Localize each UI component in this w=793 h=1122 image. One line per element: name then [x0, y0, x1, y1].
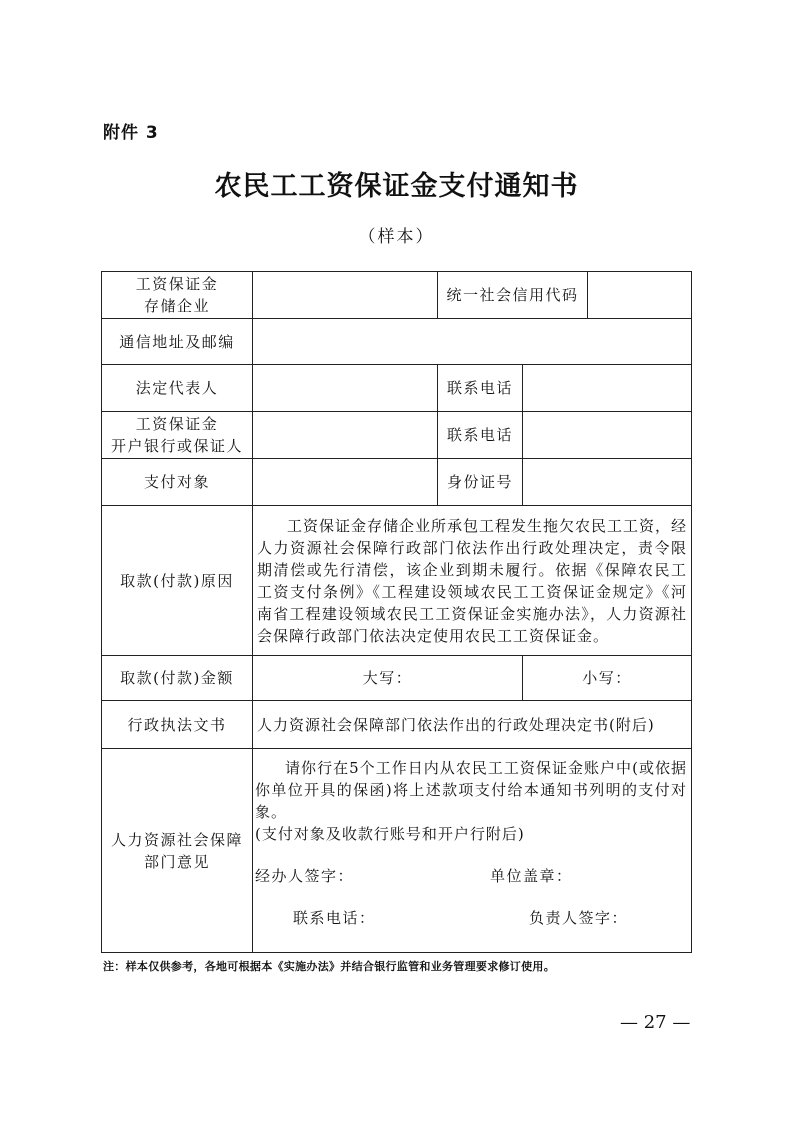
row-amount: [102, 656, 692, 701]
document-title: 农民工工资保证金支付通知书: [214, 171, 579, 202]
address-label: 通信地址及邮编: [102, 319, 253, 365]
reason-label: 取款(付款)原因: [102, 506, 253, 656]
amount-upper[interactable]: 大写：: [253, 656, 523, 701]
phone-field-1[interactable]: [523, 365, 692, 412]
responsible-signature[interactable]: 负责人签字：: [529, 909, 629, 927]
address-field[interactable]: [253, 319, 692, 365]
bank-label: 工资保证金 开户银行或保证人: [102, 412, 253, 459]
document-label: 行政执法文书: [102, 701, 253, 749]
opinion-body: [253, 749, 691, 943]
amount-lower[interactable]: 小写：: [523, 656, 692, 701]
row-payee: [102, 459, 692, 506]
page-number: — 27 —: [620, 1012, 691, 1033]
payee-field[interactable]: [253, 459, 438, 506]
payment-notice-form: [101, 271, 692, 953]
handler-signature[interactable]: 经办人签字：: [255, 867, 355, 885]
row-bank: [102, 412, 692, 459]
unit-seal[interactable]: 单位盖章：: [490, 867, 573, 885]
opinion-attachment-note: (支付对象及收款行账号和开户行附后): [255, 825, 525, 843]
contact-phone[interactable]: 联系电话：: [293, 909, 376, 927]
depositor-field[interactable]: [253, 272, 438, 319]
opinion-paragraph: 请你行在5个工作日内从农民工工资保证金账户中(或依据你单位开具的保函)将上述款项支付给本通知书列明的支付对象。 (支付对象及收款行账号和开户行附后): [255, 759, 688, 843]
payee-label: 支付对象: [102, 459, 253, 506]
phone-label-2: 联系电话: [438, 412, 523, 459]
opinion-cell: [253, 749, 692, 953]
legal-rep-label: 法定代表人: [102, 365, 253, 412]
credit-code-label: 统一社会信用代码: [438, 272, 588, 319]
amount-label: 取款(付款)金额: [102, 656, 253, 701]
legal-rep-field[interactable]: [253, 365, 438, 412]
id-field[interactable]: [523, 459, 692, 506]
footnote: 注：样本仅供参考，各地可根据本《实施办法》并结合银行监管和业务管理要求修订使用。: [103, 960, 555, 973]
bank-field[interactable]: [253, 412, 438, 459]
sample-label: （样本）: [358, 227, 435, 247]
row-reason: [102, 506, 692, 656]
row-address: [102, 319, 692, 365]
depositor-label: 工资保证金 存储企业: [102, 272, 253, 319]
id-label: 身份证号: [438, 459, 523, 506]
reason-text: 工资保证金存储企业所承包工程发生拖欠农民工工资，经人力资源社会保障行政部门依法作出行政处理决定，责令限期清偿或先行清偿，该企业到期未履行。依据《保障农民工工资支付条例》《工程建设领域农民工工资保证金规定》《河南省工程建设领域农民工工资保证金实施办法》，人力资源社会保障行政部门依法决定使用农民工工资保证金。: [253, 506, 692, 656]
credit-code-field[interactable]: [588, 272, 692, 319]
opinion-label: 人力资源社会保障部门意见: [102, 749, 253, 953]
attachment-label: 附件 3: [103, 123, 159, 143]
row-depositor: [102, 272, 692, 319]
row-legal-rep: [102, 365, 692, 412]
phone-label-1: 联系电话: [438, 365, 523, 412]
phone-field-2[interactable]: [523, 412, 692, 459]
row-document: [102, 701, 692, 749]
document-text: 人力资源社会保障部门依法作出的行政处理决定书(附后): [253, 701, 692, 749]
row-opinion: [102, 749, 692, 953]
